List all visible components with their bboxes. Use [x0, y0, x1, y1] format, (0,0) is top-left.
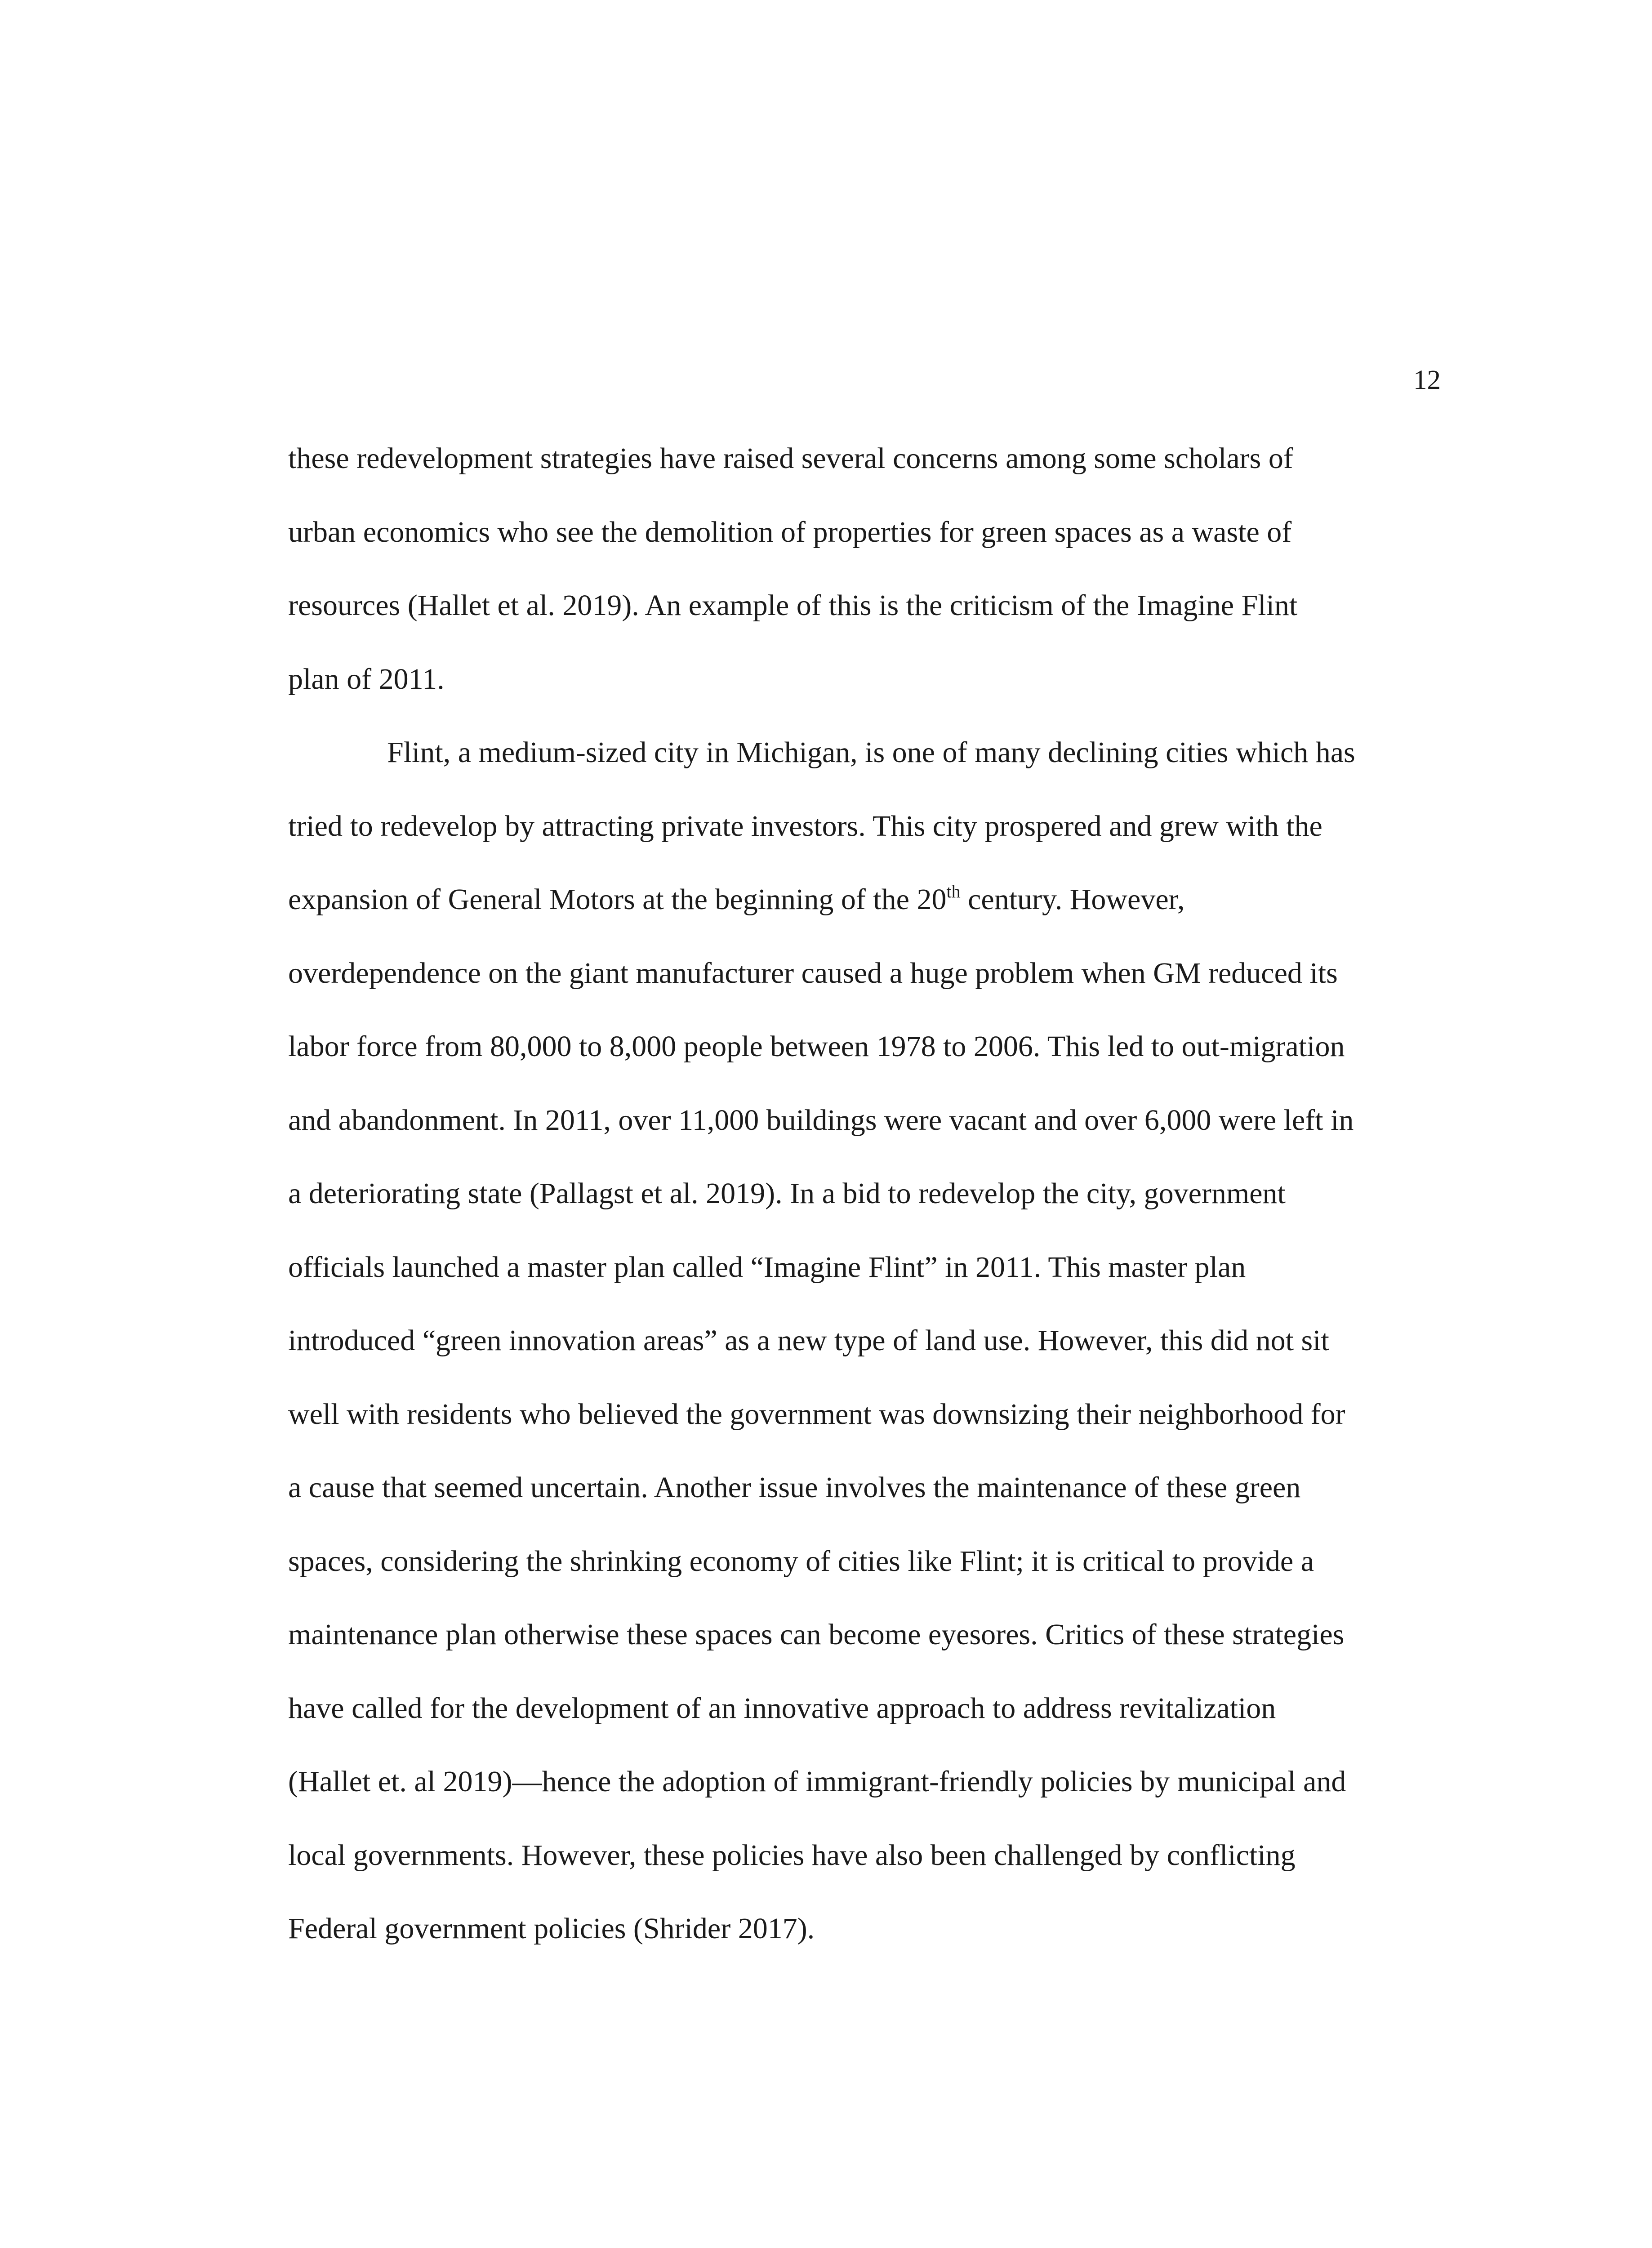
- text-line: these redevelopment strategies have raised several concerns among some scholars of: [288, 442, 1293, 475]
- text-line: urban economics who see the demolition of properties for green spaces as a waste of: [288, 515, 1292, 549]
- text-run: expansion of General Motors at the beginning of the 20: [288, 883, 947, 916]
- text-line: and abandonment. In 2011, over 11,000 buildings were vacant and over 6,000 were left in: [288, 1103, 1354, 1137]
- text-line: [288, 879, 1461, 953]
- text-line: well with residents who believed the government was downsizing their neighborhood for: [288, 1397, 1345, 1431]
- text-line: spaces, considering the shrinking economy of cities like Flint; it is critical to provide a: [288, 1544, 1314, 1578]
- text-line: Flint, a medium-sized city in Michigan, is one of many declining cities which has: [387, 736, 1355, 769]
- text-line: have called for the development of an innovative approach to address revitalization: [288, 1691, 1276, 1725]
- text-line: labor force from 80,000 to 8,000 people between 1978 to 2006. This led to out-migration: [288, 1030, 1345, 1063]
- text-line: resources (Hallet et al. 2019). An example of this is the criticism of the Imagine Flint: [288, 589, 1298, 622]
- text-line: a deteriorating state (Pallagst et al. 2019). In a bid to redevelop the city, government: [288, 1177, 1286, 1210]
- text-line: a cause that seemed uncertain. Another issue involves the maintenance of these green: [288, 1471, 1301, 1504]
- page-number: 12: [1413, 365, 1441, 395]
- text-run: century. However,: [960, 883, 1185, 916]
- text-line: plan of 2011.: [288, 662, 445, 696]
- text-line: tried to redevelop by attracting private investors. This city prospered and grew with the: [288, 809, 1322, 843]
- text-line: (Hallet et. al 2019)—hence the adoption of immigrant-friendly policies by municipal and: [288, 1765, 1346, 1798]
- body-text: [288, 438, 1461, 1982]
- superscript: th: [946, 881, 961, 901]
- text-line: maintenance plan otherwise these spaces can become eyesores. Critics of these strategies: [288, 1618, 1345, 1651]
- text-line: introduced “green innovation areas” as a new type of land use. However, this did not sit: [288, 1324, 1329, 1357]
- text-line: officials launched a master plan called “Imagine Flint” in 2011. This master plan: [288, 1250, 1246, 1284]
- text-line: overdependence on the giant manufacturer caused a huge problem when GM reduced its: [288, 956, 1338, 990]
- text-line: local governments. However, these policies have also been challenged by conflicting: [288, 1838, 1296, 1872]
- text-line: Federal government policies (Shrider 2017).: [288, 1912, 815, 1945]
